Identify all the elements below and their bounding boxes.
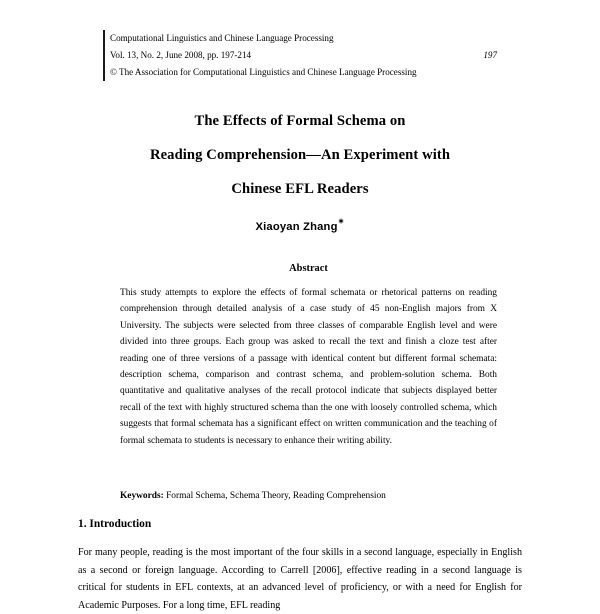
keywords-line [120, 488, 497, 504]
journal-title-line [110, 30, 497, 47]
journal-copyright-line [110, 64, 497, 81]
keywords-label: Keywords: [120, 491, 164, 501]
title-line-3: Chinese EFL Readers [231, 181, 369, 197]
author-block [78, 217, 522, 235]
abstract-body [120, 285, 497, 449]
section-heading-introduction: 1. Introduction [78, 518, 152, 530]
journal-copyright: © The Association for Computational Linguistics and Chinese Language Processing [110, 67, 417, 77]
author-footnote-marker: ∗ [337, 216, 345, 226]
title-line-2: Reading Comprehension—An Experiment with [149, 147, 451, 163]
abstract-paragraph: This study attempts to explore the effects of formal schemata or rhetorical patterns on reading comprehension through detailed analysis of a case study of 45 non-English majors from X University. The subjects were selected from three classes of comparable English level and were divided into three groups. Each group was asked to recall the text and finish a cloze test after reading one of three versions of a passage with identical content but different formal schemata: description schema, comparison and contrast schema, and problem-solution schema. Both quantitative and qualitative analyses of the recall protocol indicate that subjects displayed better recall of the text with highly structured schema than the one with loosely controlled schema, which suggests that formal schemata has a significant effect on written communication and the teaching of formal schemata to students is necessary to enhance their writing ability. [120, 288, 497, 446]
journal-volume-issue: Vol. 13, No. 2, June 2008, pp. 197-214 [110, 50, 252, 60]
introduction-paragraph: For many people, reading is the most important of the four skills in a second language, especially in English as a second or foreign language. According to Carrell [2006], effective reading in a second language is critical for students in EFL contexts, at an advanced level of proficiency, or with a need for English for Academic Purposes. For a long time, EFL reading [78, 547, 522, 611]
section-body-introduction [78, 544, 522, 614]
page-number: 197 [483, 50, 497, 60]
keywords-values: Formal Schema, Schema Theory, Reading Comprehension [166, 491, 386, 501]
title-line-1: The Effects of Formal Schema on [194, 113, 406, 129]
page-title [78, 104, 522, 206]
abstract-heading: Abstract [289, 263, 328, 274]
author-name: Xiaoyan Zhang [255, 221, 338, 233]
journal-name: Computational Linguistics and Chinese Language Processing [110, 33, 334, 43]
journal-volume-line [110, 47, 497, 64]
journal-header [103, 30, 497, 81]
